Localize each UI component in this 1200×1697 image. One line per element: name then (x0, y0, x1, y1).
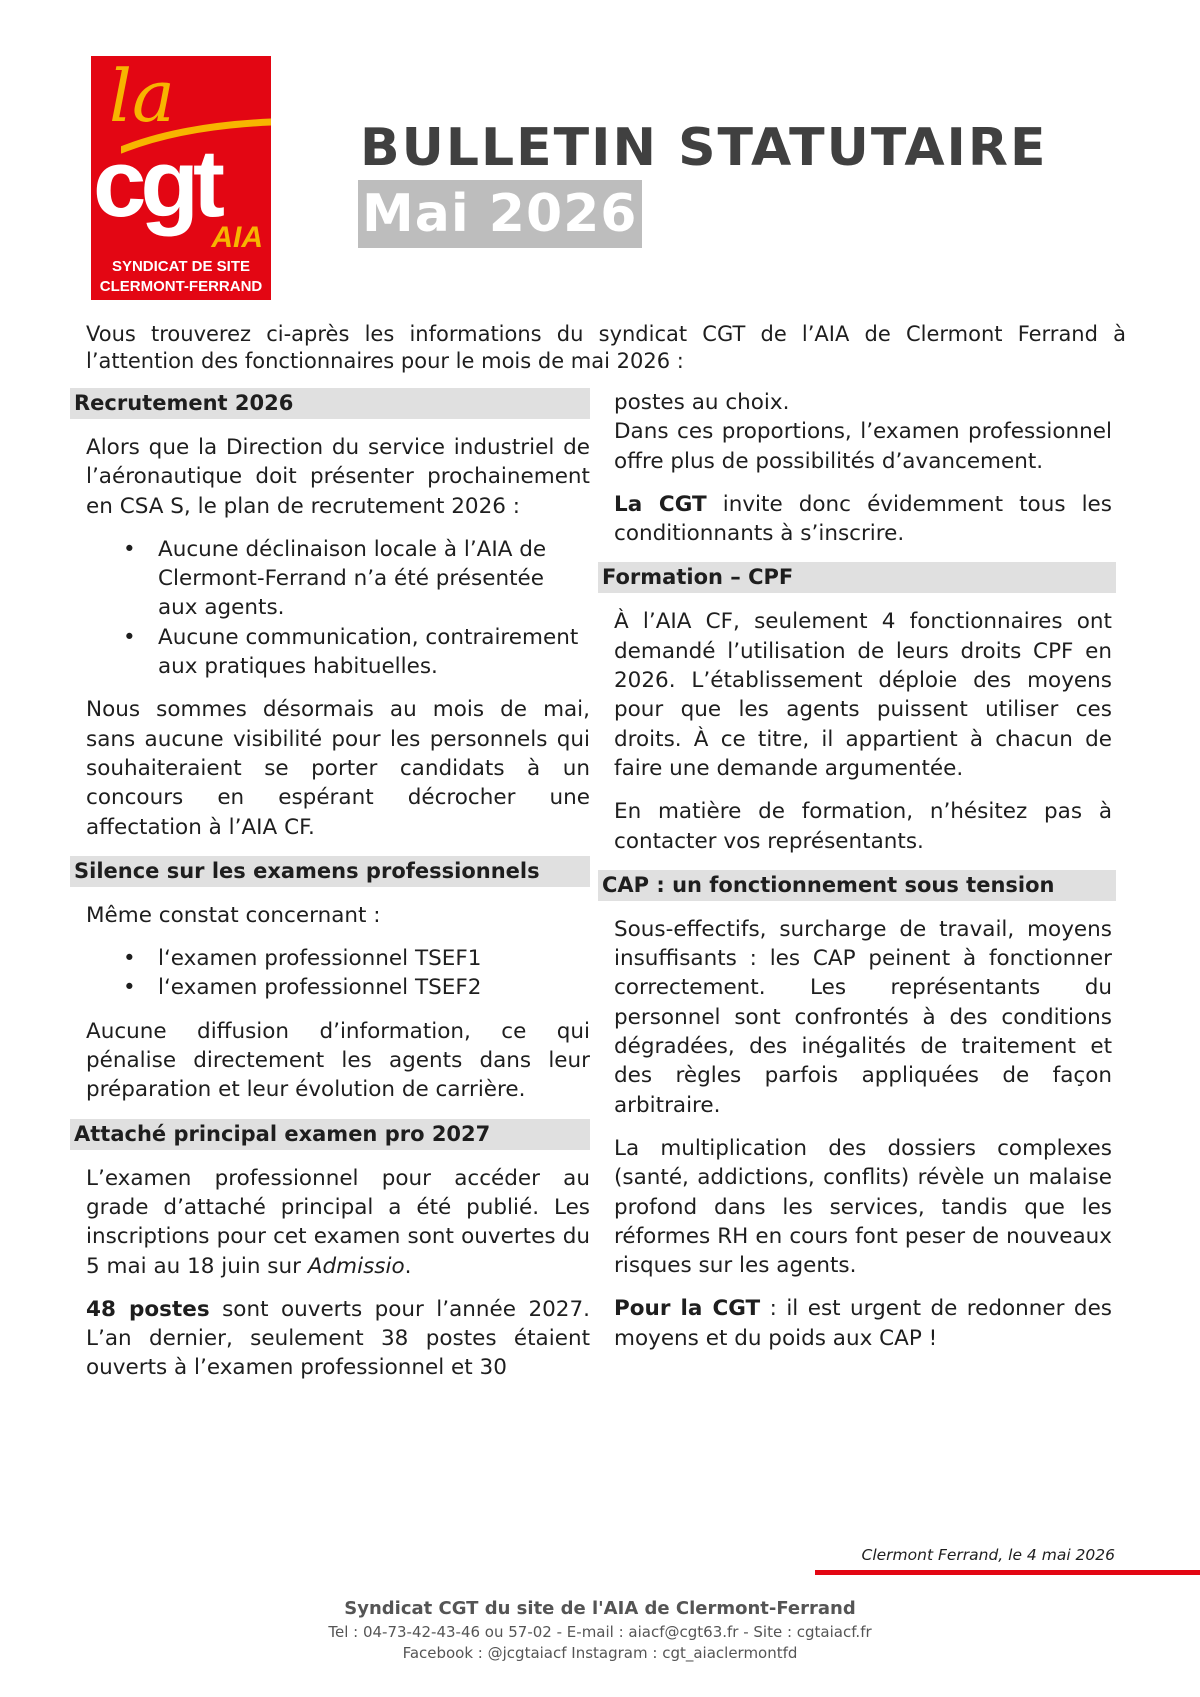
section-title-cap: CAP : un fonctionnement sous tension (598, 870, 1116, 901)
cgt-logo (91, 56, 271, 300)
list-item: • l‘examen professionnel TSEF1 (158, 944, 590, 973)
cap-paragraph-3 (598, 1294, 1116, 1353)
list-item: • l‘examen professionnel TSEF2 (158, 973, 590, 1002)
signature-divider (815, 1570, 1200, 1575)
pour-la-cgt-bold: Pour la CGT (614, 1296, 761, 1322)
cap-p3-text: : il est urgent de redonner des moyens et du poids aux CAP ! (614, 1296, 1113, 1351)
list-item: • Aucune communication, contrairement aux pratiques habituelles. (158, 623, 590, 682)
recrutement-paragraph-2: Nous sommes désormais au mois de mai, sans aucune visibilité pour les personnels qui souhaiteraient se porter candidats à un concours en espérant décrocher une affectation à l’AIA CF. (86, 697, 590, 840)
formation-paragraph-1: À l’AIA CF, seulement 4 fonctionnaires ont demandé l’utilisation de leurs droits CPF en 2026. L’établissement déploie des moyens pour que les agents puissent utiliser ces droits. À ce titre, il appartient à chacun de faire une demande argumentée. (614, 609, 1112, 781)
attache-paragraph-3: Dans ces proportions, l’examen professionnel offre plus de possibilités d’avancement. (614, 419, 1112, 474)
cap-paragraph-2: La multiplication des dossiers complexes (santé, addictions, conflits) révèle un malaise profond dans les services, tandis que les réformes RH en cours font peser de nouveaux risques sur les agents. (614, 1135, 1112, 1279)
section-title-silence: Silence sur les examens professionnels (70, 856, 590, 887)
silence-bullet-list (70, 944, 590, 1003)
recrutement-paragraph-1: Alors que la Direction du service industriel de l’aéronautique doit présenter prochainement en CSA S, le plan de recrutement 2026 : (86, 435, 590, 519)
logo-aia-text: AIA (211, 221, 263, 254)
section-title-formation: Formation – CPF (598, 562, 1116, 593)
footer-social: Facebook : @jcgtaiacf Instagram : cgt_aiaclermontfd (402, 1644, 798, 1662)
recrutement-bullet-list (70, 535, 590, 681)
logo-subtitle-line1: SYNDICAT DE SITE (111, 258, 251, 275)
formation-paragraph-2: En matière de formation, n’hésitez pas à contacter vos représentants. (614, 799, 1112, 854)
signature-date: Clermont Ferrand, le 4 mai 2026 (861, 1546, 1115, 1564)
silence-paragraph-1: Même constat concernant : (86, 902, 381, 928)
footer (0, 1596, 1200, 1664)
attache-paragraph-1 (70, 1164, 590, 1281)
cap-paragraph-1: Sous-effectifs, surcharge de travail, moyens insuffisants : les CAP peinent à fonctionner correctement. Les représentants du personnel sont confrontés à des conditions dégradées, des inégalités de traitement et des règles parfois appliquées de façon arbitraire. (614, 916, 1112, 1118)
bulletin-month: Mai 2026 (358, 180, 642, 248)
attache-paragraph-2-continued: postes au choix. (614, 390, 790, 415)
logo-cgt-text: cgt (93, 130, 219, 237)
attache-p2-text: sont ouverts pour l’année 2027. L’an dernier, seulement 38 postes étaient ouverts à l’examen professionnel et 30 (86, 1296, 590, 1381)
la-cgt-bold: La CGT (614, 491, 707, 517)
attache-p1-text: L’examen professionnel pour accéder au grade d’attaché principal a été publié. Les inscriptions pour cet examen sont ouvertes du 5 mai au 18 juin sur (86, 1165, 590, 1279)
silence-paragraph-2: Aucune diffusion d’information, ce qui pénalise directement les agents dans leur préparation et leur évolution de carrière. (86, 1018, 590, 1103)
section-title-recrutement: Recrutement 2026 (70, 388, 590, 419)
section-title-attache: Attaché principal examen pro 2027 (70, 1119, 590, 1150)
right-column (598, 388, 1116, 1353)
footer-union-name: Syndicat CGT du site de l'AIA de Clermont-Ferrand (344, 1598, 856, 1619)
attache-postes-bold: 48 postes (86, 1296, 210, 1322)
attache-p4-text: invite donc évidemment tous les conditionnants à s’inscrire. (614, 491, 1112, 547)
attache-paragraph-4 (598, 490, 1116, 549)
footer-contact: Tel : 04-73-42-43-46 ou 57-02 - E-mail : aiacf@cgt63.fr - Site : cgtaiacf.fr (328, 1623, 872, 1641)
logo-la-text: la (109, 56, 175, 138)
attache-p1-end: . (404, 1253, 412, 1279)
attache-paragraph-2 (70, 1295, 590, 1383)
left-column (70, 388, 590, 1383)
admissio-link-text: Admissio (307, 1253, 405, 1279)
logo-subtitle-line2: CLERMONT-FERRAND (99, 278, 263, 295)
list-item: • Aucune déclinaison locale à l’AIA de Clermont-Ferrand n’a été présentée aux agents. (158, 535, 590, 623)
intro-paragraph: Vous trouverez ci-après les informations du syndicat CGT de l’AIA de Clermont Ferrand à l’attention des fonctionnaires pour le mois de mai 2026 : (86, 322, 1126, 373)
bulletin-title: BULLETIN STATUTAIRE (360, 118, 1048, 178)
